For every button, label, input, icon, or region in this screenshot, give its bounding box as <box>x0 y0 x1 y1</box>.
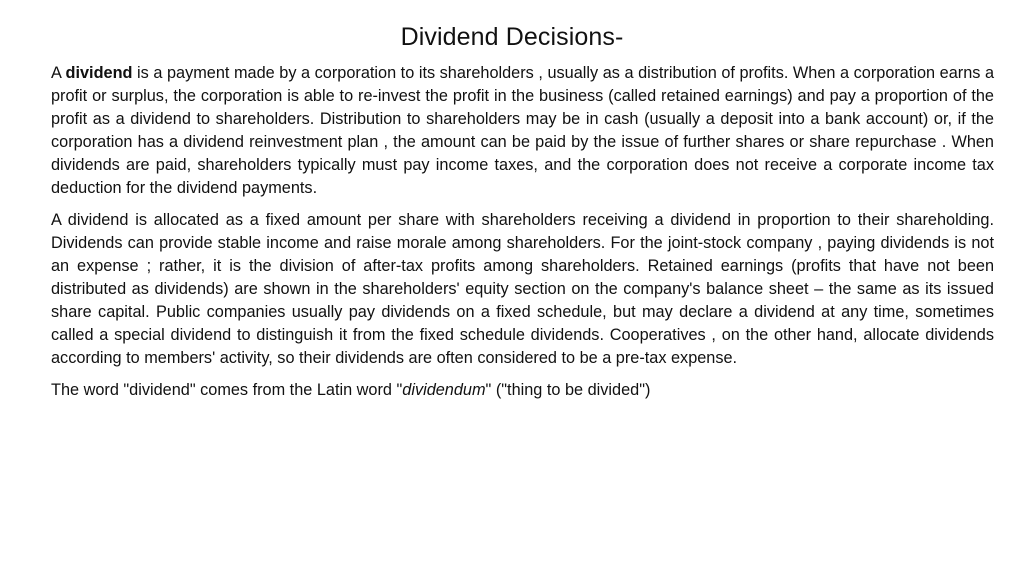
paragraph-definition-text: is a payment made by a corporation to its shareholders , usually as a distribution of profits. When a corporation earns a profit or surplus, the corporation is able to re-invest the profit in the business (called retained earnings) and pay a proportion of the profit as a dividend to shareholders. Distribution to shareholders may be in cash (usually a deposit into a bank account) or, if the corporation has a dividend reinvestment plan , the amount can be paid by the issue of further shares or share repurchase . When dividends are paid, shareholders typically must pay income taxes, and the corporation does not receive a corporate income tax deduction for the dividend payments. <box>51 64 995 197</box>
term-dividendum: dividendum <box>402 381 486 399</box>
slide-body <box>51 62 994 411</box>
slide-title: Dividend Decisions- <box>400 23 624 51</box>
paragraph-definition <box>51 62 994 200</box>
paragraph-definition-lead: A <box>51 64 66 82</box>
paragraph-etymology-rest: " ("thing to be divided") <box>485 381 651 399</box>
paragraph-etymology <box>51 379 994 402</box>
paragraph-etymology-lead: The word "dividend" comes from the Latin word " <box>51 381 403 399</box>
term-dividend: dividend <box>65 64 133 82</box>
paragraph-allocation: A dividend is allocated as a fixed amount per share with shareholders receiving a dividend in proportion to their shareholding. Dividends can provide stable income and raise morale among shareholders. For the joint-stock company , paying dividends is not an expense ; rather, it is the division of after-tax profits among shareholders. Retained earnings (profits that have not been distributed as dividends) are shown in the shareholders' equity section on the company's balance sheet – the same as its issued share capital. Public companies usually pay dividends on a fixed schedule, but may declare a dividend at any time, sometimes called a special dividend to distinguish it from the fixed schedule dividends. Cooperatives , on the other hand, allocate dividends according to members' activity, so their dividends are often considered to be a pre-tax expense. <box>51 211 994 367</box>
